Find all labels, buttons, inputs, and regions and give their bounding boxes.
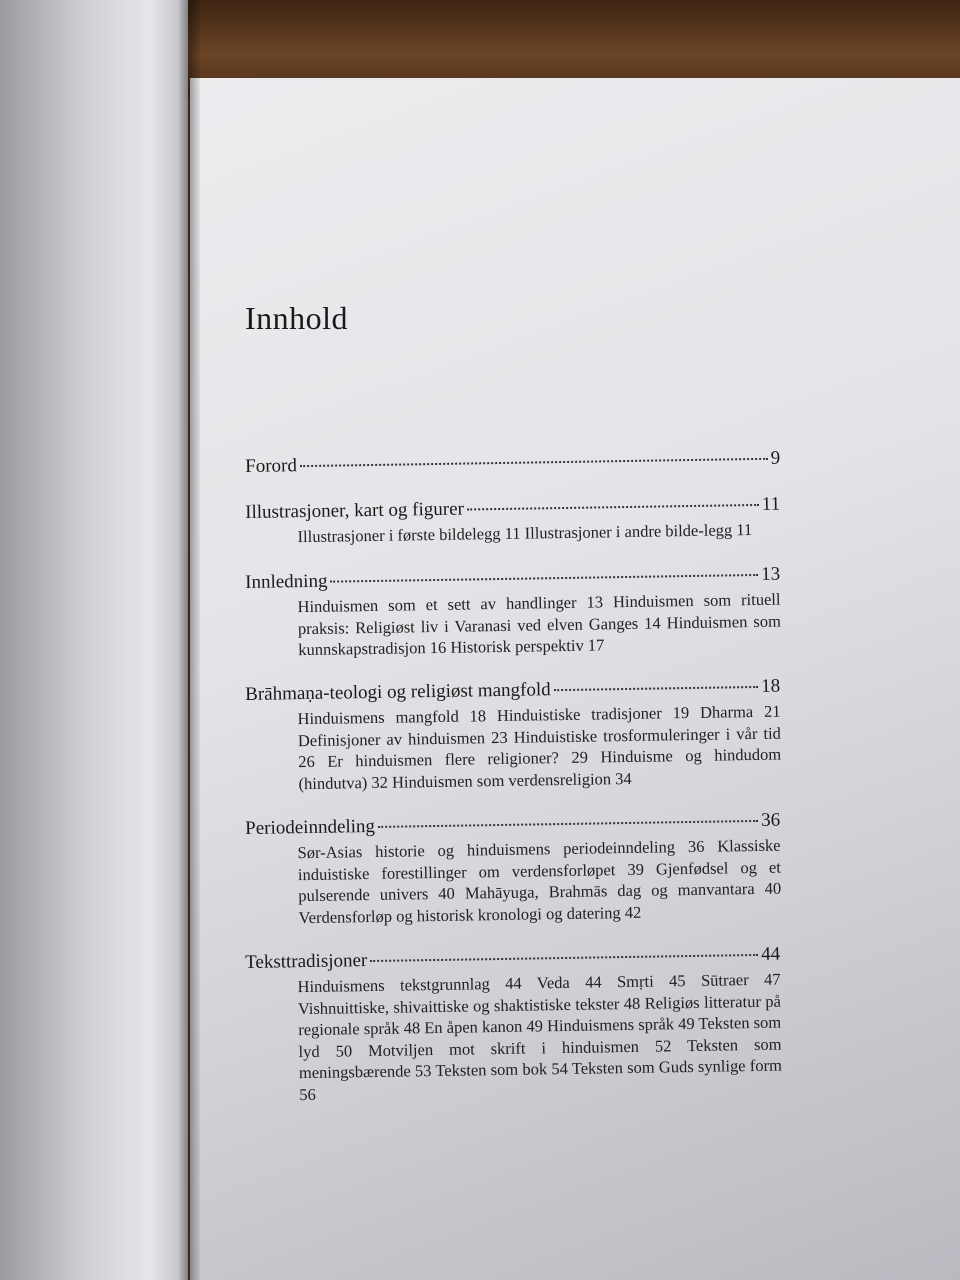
toc-heading-label: Illustrasjoner, kart og figurer bbox=[245, 498, 465, 523]
left-page bbox=[0, 0, 188, 1280]
toc-subsections: Sør-Asias historie og hinduismens periodeinndeling 36 Klassiske induistiske forestillinger om verdensforløpet 39 Gjenfødsel og et pulserende univers 40 Mahāyuga, Brahmās dag og manvantara 40 Verdensforløp og historisk kronologi og datering 42 bbox=[297, 835, 782, 927]
toc-page-number: 11 bbox=[761, 493, 781, 515]
toc-page-number: 9 bbox=[770, 447, 781, 469]
toc-subsections: Hinduismen som et sett av handlinger 13 Hinduismen som rituell praksis: Religiøst liv i Varanasi ved elven Ganges 14 Hinduismen som kunnskapstradisjon 16 Historisk perspektiv 17 bbox=[297, 589, 781, 659]
toc-heading bbox=[245, 447, 780, 479]
toc-heading-label: Periodeinndeling bbox=[245, 815, 376, 839]
toc-page-number: 36 bbox=[760, 809, 781, 831]
toc-heading-label: Innledning bbox=[245, 570, 328, 593]
dot-leader bbox=[300, 458, 768, 467]
toc-subsections: Hinduismens tekstgrunnlag 44 Veda 44 Smṛti 45 Sūtraer 47 Vishnuittiske, shivaittiske og shaktistiske tekster 48 Religiøs litteratur på regionale språk 48 En åpen kanon 49 Hinduismens språk 49 Teksten som lyd 50 Motviljen mot skrift i hinduismen 52 Teksten som meningsbærende 53 Teksten som bok 54 Teksten som Guds synlige form 56 bbox=[297, 969, 783, 1104]
dot-leader bbox=[330, 573, 758, 582]
dot-leader bbox=[370, 954, 758, 962]
toc-entry bbox=[245, 675, 782, 795]
toc-entry bbox=[245, 493, 781, 549]
toc-entry bbox=[245, 447, 780, 479]
toc-entry bbox=[245, 809, 782, 929]
toc-subsections: Hinduismens mangfold 18 Hinduistiske tradisjoner 19 Dharma 21 Definisjoner av hinduismen 23 Hinduistiske trosformuleringer i vår tid 26 Er hinduismen flere religioner? 29 Hinduisme og hindudom (hindutva) 32 Hinduismen som verdensreligion 34 bbox=[297, 701, 782, 793]
page-title: Innhold bbox=[245, 300, 349, 336]
toc-list bbox=[245, 447, 783, 1106]
toc-page-number: 13 bbox=[760, 563, 781, 585]
dot-leader bbox=[554, 686, 758, 691]
toc-page-number: 44 bbox=[760, 943, 781, 965]
dot-leader bbox=[378, 820, 758, 828]
toc-subsections: Illustrasjoner i første bildelegg 11 Illustrasjoner i andre bilde-legg 11 bbox=[297, 520, 753, 547]
toc-entry bbox=[245, 943, 782, 1106]
table-of-contents bbox=[245, 300, 783, 1128]
toc-heading-label: Brāhmaṇa-teologi og religiøst mangfold bbox=[245, 679, 551, 705]
book-gutter-shadow bbox=[178, 0, 200, 1280]
toc-page-number: 18 bbox=[760, 675, 781, 697]
toc-heading-label: Teksttradisjoner bbox=[245, 950, 368, 973]
toc-heading-label: Forord bbox=[245, 455, 298, 477]
dot-leader bbox=[467, 504, 759, 511]
toc-entry bbox=[245, 562, 781, 661]
